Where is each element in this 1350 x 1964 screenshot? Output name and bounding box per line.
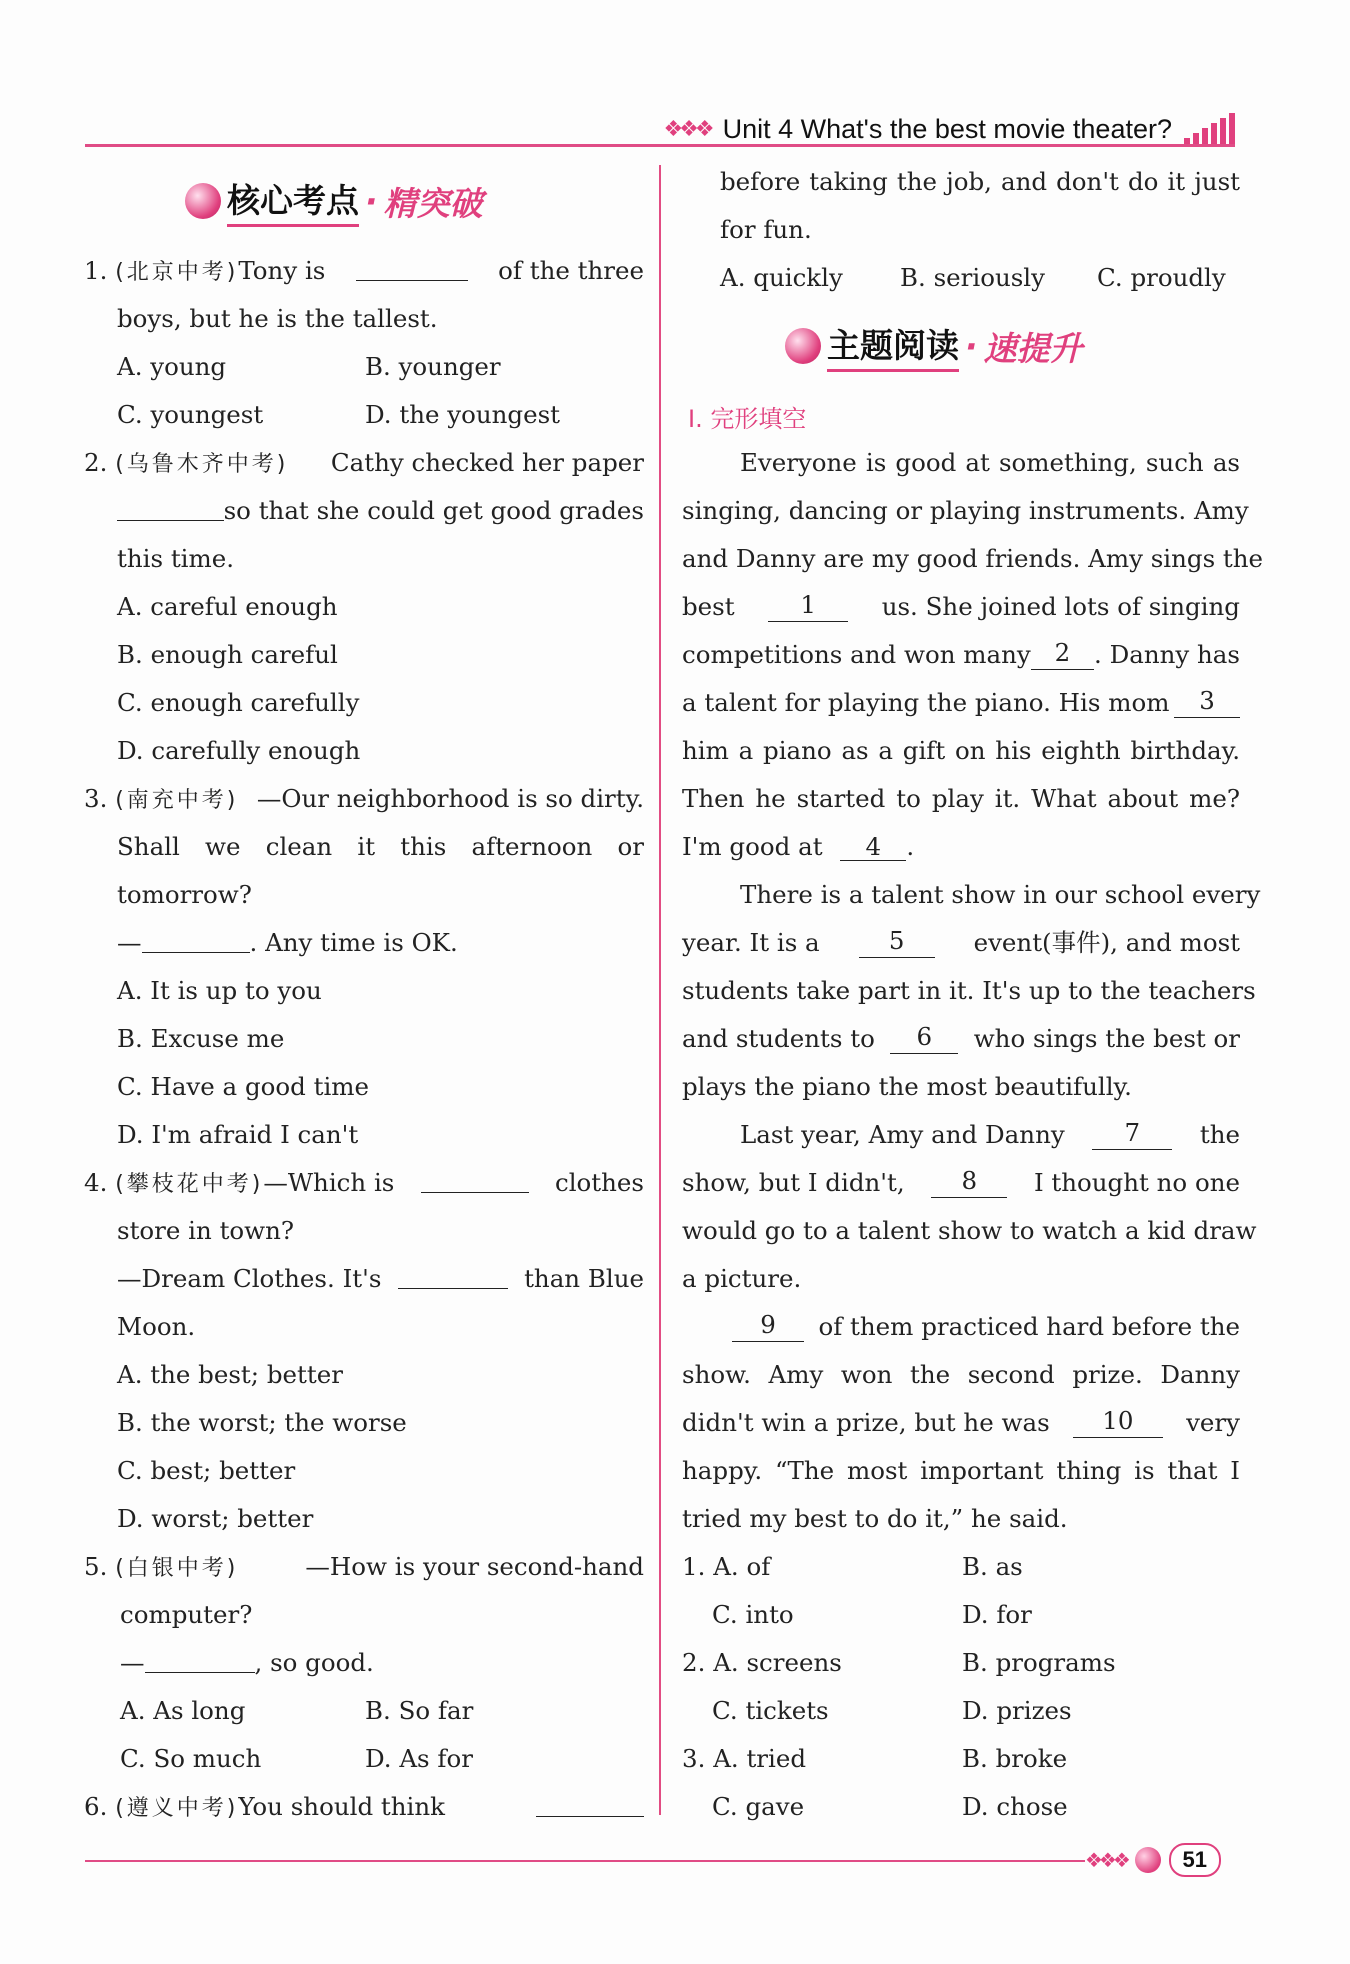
answer-blank — [421, 1168, 529, 1193]
answer-blank — [398, 1264, 508, 1289]
option: C. enough carefully — [117, 688, 360, 717]
passage-line: him a piano as a gift on his eighth birthday. — [682, 736, 1240, 765]
passage-line: singing, dancing or playing instruments. Amy — [682, 496, 1249, 525]
passage-line: best 1 us. She joined lots of singing — [682, 590, 1240, 621]
option: D. worst; better — [117, 1504, 314, 1533]
option: C. gave — [712, 1792, 805, 1821]
question-6-line-2: before taking the job, and don't do it just — [720, 167, 1240, 196]
option: C. youngest — [117, 400, 264, 429]
question-1-line-1: 1. (北京中考)Tony is of the three — [84, 256, 644, 285]
question-2-line-1: 2. (乌鲁木齐中考) Cathy checked her paper — [84, 448, 644, 477]
option: B. So far — [365, 1696, 474, 1725]
question-5-line-2: computer? — [120, 1600, 253, 1629]
passage-line: happy. “The most important thing is that I — [682, 1456, 1240, 1485]
passage-line: plays the piano the most beautifully. — [682, 1072, 1132, 1101]
cloze-blank: 6 — [890, 1024, 958, 1054]
orb-icon — [185, 183, 221, 219]
cloze-blank: 8 — [931, 1168, 1007, 1198]
passage-line: show. Amy won the second prize. Danny — [682, 1360, 1240, 1389]
question-5-line-1: 5. (白银中考) —How is your second-hand — [84, 1552, 644, 1581]
passage-line: and students to 6 who sings the best or — [682, 1022, 1240, 1053]
question-4-line-3: —Dream Clothes. It's than Blue — [117, 1264, 644, 1293]
option: B. Excuse me — [117, 1024, 285, 1053]
option: D. I'm afraid I can't — [117, 1120, 359, 1149]
option: A. It is up to you — [117, 976, 322, 1005]
section-heading-reading: 主题阅读 · 速提升 — [785, 320, 1083, 372]
question-2-line-3: this time. — [117, 544, 235, 573]
passage-line: tried my best to do it,” he said. — [682, 1504, 1068, 1533]
option: C. tickets — [712, 1696, 829, 1725]
unit-title: Unit 4 What's the best movie theater? — [722, 113, 1172, 144]
diamond-decor-icon: ❖❖❖ — [1085, 1848, 1127, 1872]
answer-blank — [145, 1648, 255, 1673]
option: C. proudly — [1097, 263, 1226, 292]
option: D. the youngest — [365, 400, 561, 429]
cloze-blank: 3 — [1174, 688, 1240, 718]
option: D. for — [962, 1600, 1032, 1629]
choice-row: 3. A. tried — [682, 1744, 807, 1773]
option: B. as — [962, 1552, 1023, 1581]
page-footer — [1085, 1843, 1221, 1877]
passage-line: and Danny are my good friends. Amy sings the — [682, 544, 1264, 573]
question-3-line-3: tomorrow? — [117, 880, 252, 909]
passage-line: competitions and won many 2 . Danny has — [682, 638, 1240, 669]
section-heading-core: 核心考点 · 精突破 — [185, 175, 483, 227]
question-3-reply: — . Any time is OK. — [117, 928, 458, 957]
option: B. younger — [365, 352, 501, 381]
passage-line: students take part in it. It's up to the teachers — [682, 976, 1256, 1005]
option: D. prizes — [962, 1696, 1072, 1725]
option: D. As for — [365, 1744, 473, 1773]
cloze-blank: 1 — [768, 592, 848, 622]
passage-line: year. It is a 5 event(事件), and most — [682, 926, 1240, 957]
answer-blank — [117, 496, 224, 521]
passage-line: Then he started to play it. What about me? — [682, 784, 1240, 813]
question-3-line-1: 3. (南充中考) —Our neighborhood is so dirty. — [84, 784, 644, 813]
passage-line: Everyone is good at something, such as — [740, 448, 1240, 477]
question-4-line-2: store in town? — [117, 1216, 295, 1245]
question-4-line-1: 4. (攀枝花中考)—Which is clothes — [84, 1168, 644, 1197]
question-5-reply: — , so good. — [120, 1648, 374, 1677]
subsection-cloze: Ⅰ. 完形填空 — [688, 405, 807, 433]
option: C. Have a good time — [117, 1072, 370, 1101]
choice-row: 1. A. of — [682, 1552, 771, 1581]
option: A. young — [117, 352, 227, 381]
passage-line: didn't win a prize, but he was 10 very — [682, 1406, 1240, 1437]
option: A. the best; better — [117, 1360, 343, 1389]
option: A. quickly — [720, 263, 843, 292]
option: D. chose — [962, 1792, 1068, 1821]
passage-line: There is a talent show in our school every — [740, 880, 1261, 909]
page-number: 51 — [1169, 1843, 1221, 1877]
question-4-line-4: Moon. — [117, 1312, 196, 1341]
diamond-decor-icon: ❖❖❖ — [663, 116, 711, 141]
option: B. programs — [962, 1648, 1116, 1677]
option: A. careful enough — [117, 592, 338, 621]
passage-line: Last year, Amy and Danny 7 the — [740, 1118, 1240, 1149]
option: C. So much — [120, 1744, 262, 1773]
cloze-blank: 10 — [1073, 1408, 1163, 1438]
passage-line: 9 of them practiced hard before the — [732, 1312, 1240, 1342]
cloze-blank: 2 — [1031, 640, 1094, 670]
passage-line: would go to a talent show to watch a kid draw — [682, 1216, 1257, 1245]
option: B. broke — [962, 1744, 1068, 1773]
orb-icon — [785, 328, 821, 364]
passage-line: a picture. — [682, 1264, 802, 1293]
option: C. into — [712, 1600, 794, 1629]
option: A. As long — [120, 1696, 246, 1725]
option: D. carefully enough — [117, 736, 361, 765]
cloze-blank: 7 — [1092, 1120, 1172, 1150]
cloze-blank: 4 — [840, 834, 906, 861]
ball-icon — [1135, 1847, 1161, 1873]
footer-rule — [85, 1860, 1085, 1862]
option: B. seriously — [900, 263, 1045, 292]
question-2-line-2: so that she could get good grades — [117, 496, 644, 526]
passage-line: show, but I didn't, 8 I thought no one — [682, 1166, 1240, 1197]
signal-bars-icon — [1184, 112, 1235, 146]
header-rule — [85, 144, 1235, 147]
question-6-line-1: 6. (遵义中考)You should think — [84, 1792, 644, 1824]
answer-blank — [536, 1792, 644, 1817]
column-divider — [659, 165, 661, 1815]
question-6-line-3: for fun. — [720, 215, 812, 244]
cloze-blank: 5 — [859, 928, 935, 958]
choice-row: 2. A. screens — [682, 1648, 842, 1677]
question-1-line-2: boys, but he is the tallest. — [117, 304, 438, 333]
option: C. best; better — [117, 1456, 296, 1485]
passage-line: I'm good at 4 . — [682, 832, 915, 861]
option: B. enough careful — [117, 640, 338, 669]
cloze-blank: 9 — [732, 1312, 804, 1342]
question-3-line-2: Shall we clean it this afternoon or — [117, 832, 644, 861]
running-header — [663, 112, 1235, 146]
passage-line: a talent for playing the piano. His mom 3 — [682, 688, 1240, 718]
option: B. the worst; the worse — [117, 1408, 407, 1437]
answer-blank — [356, 256, 468, 281]
answer-blank — [142, 928, 250, 953]
